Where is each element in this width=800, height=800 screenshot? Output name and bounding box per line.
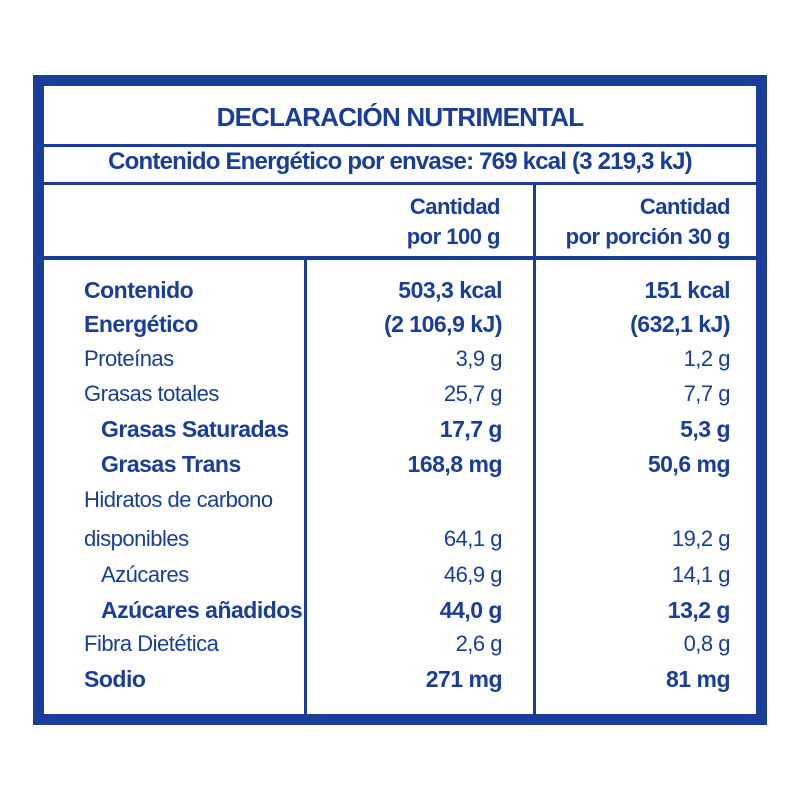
divider	[44, 144, 756, 147]
table-row: Energético (2 106,9 kJ) (632,1 kJ)	[84, 311, 730, 337]
table-row: Grasas Trans 168,8 mg 50,6 mg	[101, 451, 730, 477]
table-row: Grasas totales 25,7 g 7,7 g	[84, 381, 730, 406]
table-row: Contenido 503,3 kcal 151 kcal	[84, 277, 730, 303]
table-row: Hidratos de carbono	[84, 487, 273, 512]
table-row: Grasas Saturadas 17,7 g 5,3 g	[101, 416, 730, 442]
column-header-per-100g: Cantidad por 100 g	[406, 194, 500, 249]
nutrition-table	[44, 86, 756, 714]
table-row: Azúcares añadidos 44,0 g 13,2 g	[101, 597, 730, 623]
energy-per-pack: Contenido Energético por envase: 769 kcal (3 219,3 kJ)	[108, 148, 692, 175]
divider	[44, 182, 756, 185]
table-row: Sodio 271 mg 81 mg	[84, 666, 730, 692]
table-title: DECLARACIÓN NUTRIMENTAL	[216, 102, 584, 132]
table-row: Fibra Dietética 2,6 g 0,8 g	[84, 631, 730, 656]
table-row: Proteínas 3,9 g 1,2 g	[84, 346, 730, 371]
table-row: disponibles 64,1 g 19,2 g	[84, 526, 730, 551]
table-row: Azúcares 46,9 g 14,1 g	[101, 562, 730, 587]
nutrition-label-panel	[33, 75, 767, 725]
column-header-per-serving: Cantidad por porción 30 g	[565, 194, 730, 249]
divider	[44, 256, 756, 260]
